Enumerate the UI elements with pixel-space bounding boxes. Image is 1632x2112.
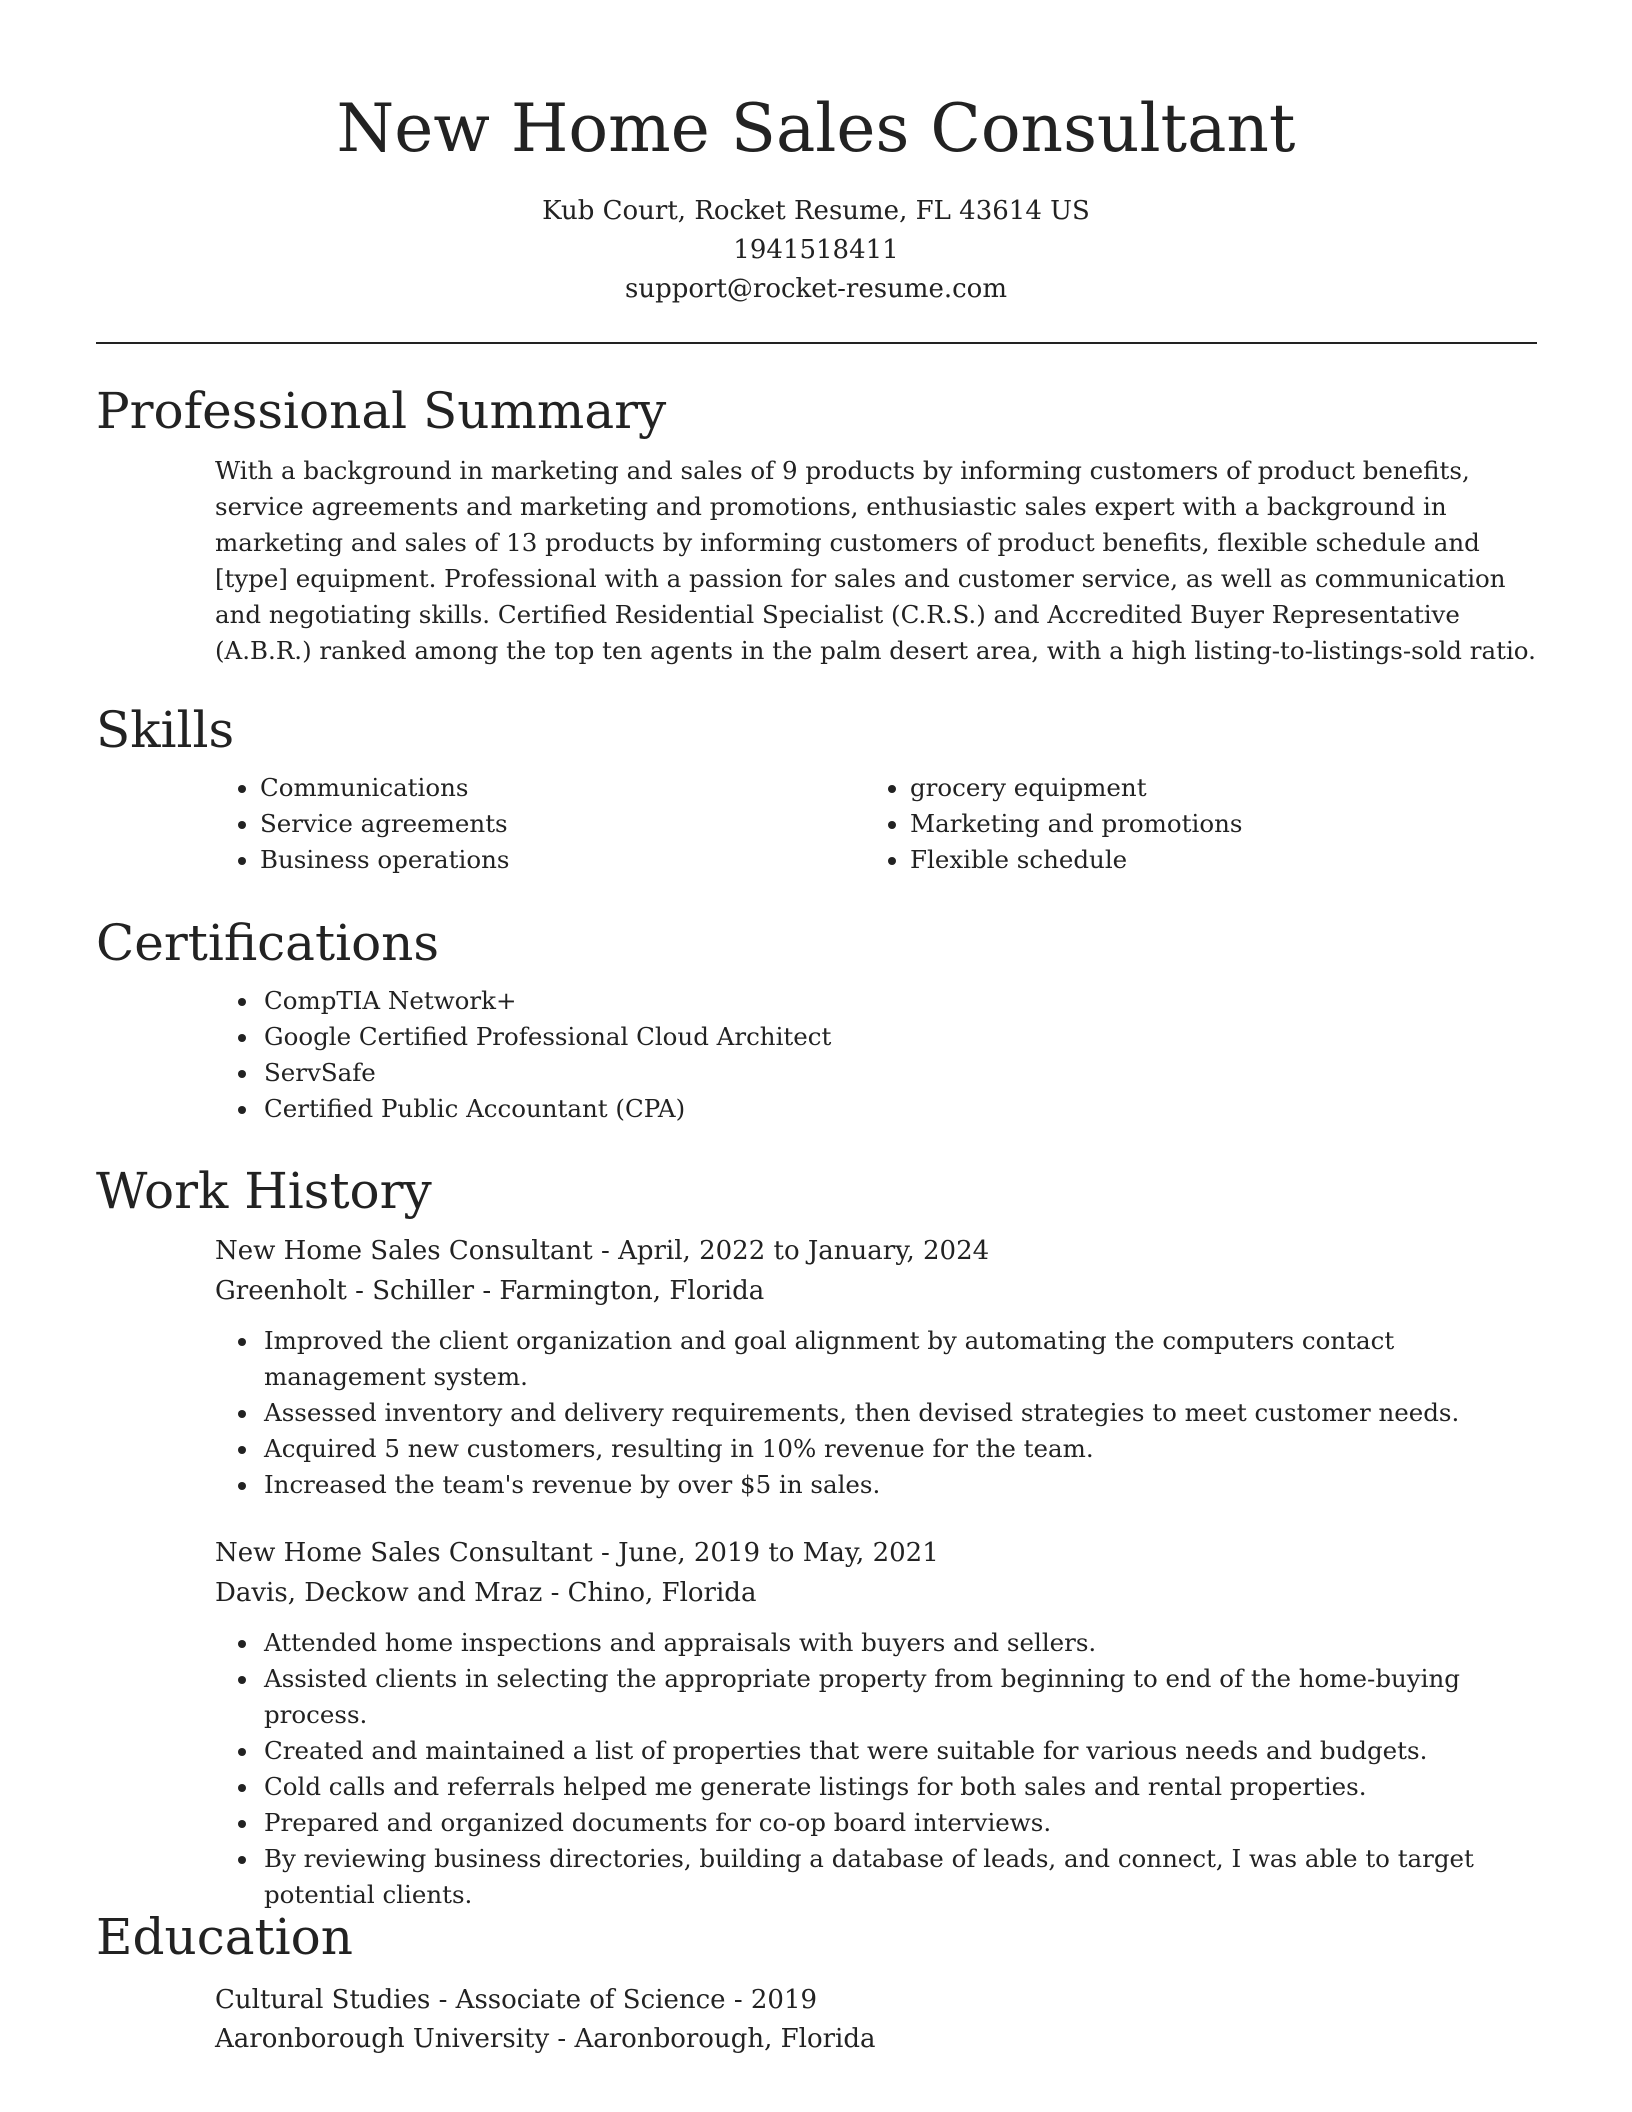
education-entry (215, 1981, 1537, 2059)
list-item: • CompTIA Network+ (260, 983, 1537, 1019)
job-title: New Home Sales Consultant - April, 2022 to January, 2024 (215, 1236, 990, 1266)
list-item: • Acquired 5 new customers, resulting in 10% revenue for the team. (260, 1431, 1537, 1467)
list-item: • Flexible schedule (910, 842, 1395, 878)
summary-text: With a background in marketing and sales of 9 products by informing customers of product benefits, service agreements and marketing and promotions, enthusiastic sales expert with a background in marketing and sales of 13 products by informing customers of product benefits, flexible schedule and [type] equipment. Professional with a passion for sales and customer service, as well as communication and negotiating skills. Certified Residential Specialist (C.R.S.) and Accredited Buyer Representative (A.B.R.) ranked among the top ten agents in the palm desert area, with a high listing-to-listings-sold ratio. (215, 456, 1536, 665)
list-item: • Assessed inventory and delivery requirements, then devised strategies to meet customer needs. (260, 1395, 1537, 1431)
list-item: • Google Certified Professional Cloud Architect (260, 1019, 1537, 1055)
education-title: Education (96, 1908, 353, 1966)
education-school: Aaronborough University - Aaronborough, Florida (215, 2024, 876, 2054)
list-item: • Improved the client organization and goal alignment by automating the computers contact management system. (260, 1323, 1537, 1395)
phone: 1941518411 (733, 235, 899, 265)
certifications-section (96, 913, 1537, 1127)
skills-section (96, 700, 1537, 878)
list-item: • grocery equipment (910, 770, 1395, 806)
address: Kub Court, Rocket Resume, FL 43614 US (542, 196, 1090, 226)
summary-section (96, 381, 1537, 669)
list-item: • Service agreements (260, 806, 745, 842)
list-item: • ServSafe (260, 1055, 1537, 1091)
list-item: • By reviewing business directories, building a database of leads, and connect, I was able to target potential clients. (260, 1841, 1537, 1913)
certifications-list (96, 983, 1537, 1127)
header-divider (96, 342, 1537, 344)
list-item: • Communications (260, 770, 745, 806)
skills-title: Skills (96, 701, 235, 759)
resume-header (0, 0, 1632, 309)
job-bullets (215, 1625, 1537, 1913)
skills-right-list (745, 770, 1395, 878)
education-section (96, 1907, 1537, 2059)
summary-title: Professional Summary (96, 382, 667, 440)
list-item: • Assisted clients in selecting the appropriate property from beginning to end of the home-buying process. (260, 1661, 1537, 1733)
list-item: • Increased the team's revenue by over $5 in sales. (260, 1467, 1537, 1503)
job-entry (215, 1533, 1537, 1913)
email: support@rocket-resume.com (624, 274, 1007, 304)
skills-left-list (96, 770, 745, 878)
list-item: • Created and maintained a list of properties that were suitable for various needs and budgets. (260, 1733, 1537, 1769)
job-title: New Home Sales Consultant - June, 2019 to May, 2021 (215, 1538, 939, 1568)
candidate-name: New Home Sales Consultant (336, 90, 1296, 167)
job-company: Greenholt - Schiller - Farmington, Florida (215, 1276, 765, 1306)
list-item: • Marketing and promotions (910, 806, 1395, 842)
job-company: Davis, Deckow and Mraz - Chino, Florida (215, 1578, 757, 1608)
skills-grid (96, 770, 1537, 878)
certifications-title: Certifications (96, 914, 440, 972)
list-item: • Cold calls and referrals helped me generate listings for both sales and rental properties. (260, 1769, 1537, 1805)
contact-block (0, 192, 1632, 309)
job-entry (215, 1231, 1537, 1503)
education-degree: Cultural Studies - Associate of Science - 2019 (215, 1985, 818, 2015)
list-item: • Attended home inspections and appraisals with buyers and sellers. (260, 1625, 1537, 1661)
list-item: • Prepared and organized documents for co-op board interviews. (260, 1805, 1537, 1841)
list-item: • Business operations (260, 842, 745, 878)
job-bullets (215, 1323, 1537, 1503)
work-section (96, 1161, 1537, 1913)
work-title: Work History (96, 1162, 432, 1220)
list-item: • Certified Public Accountant (CPA) (260, 1091, 1537, 1127)
